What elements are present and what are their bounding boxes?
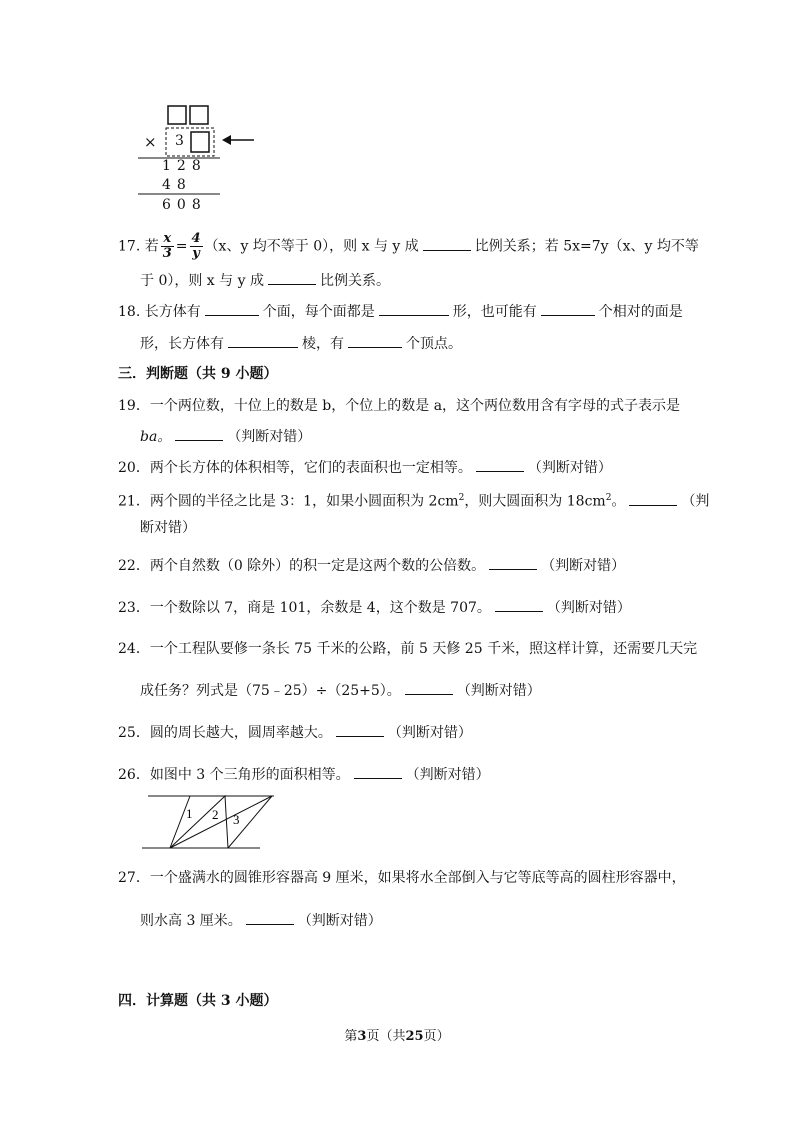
page-footer: 第3页（共25页） bbox=[344, 1029, 450, 1044]
question-27-line-2: 则水高 3 厘米。 （判断对错） bbox=[140, 910, 382, 931]
q27-blank[interactable] bbox=[246, 910, 294, 925]
q17-text-c: 于 0），则 x 与 y 成 bbox=[140, 273, 264, 289]
triangle-3 bbox=[170, 796, 272, 848]
q23-blank[interactable] bbox=[495, 597, 543, 612]
question-26: 26．如图中 3 个三角形的面积相等。 （判断对错） bbox=[118, 764, 490, 785]
triangles-figure bbox=[140, 790, 280, 855]
q17-blank-1[interactable] bbox=[423, 236, 471, 251]
triangle-label-1: 1 bbox=[186, 806, 193, 821]
partial-product-2: 48 bbox=[162, 177, 192, 193]
section-3-heading: 三．判断题（共 9 小题） bbox=[118, 366, 278, 382]
q18-blank-3[interactable] bbox=[541, 301, 595, 316]
q18-blank-4[interactable] bbox=[228, 333, 298, 348]
q26-blank[interactable] bbox=[354, 764, 402, 779]
question-25: 25．圆的周长越大，圆周率越大。 （判断对错） bbox=[118, 722, 472, 743]
question-22: 22．两个自然数（0 除外）的积一定是这两个数的公倍数。 （判断对错） bbox=[118, 555, 625, 576]
answer-box-1 bbox=[168, 106, 186, 124]
question-19-line-2: ba。 （判断对错） bbox=[140, 426, 311, 447]
q25-blank[interactable] bbox=[336, 722, 384, 737]
times-sign: × bbox=[144, 133, 157, 151]
q22-blank[interactable] bbox=[489, 555, 537, 570]
q18-blank-2[interactable] bbox=[379, 301, 449, 316]
q17-eq: = bbox=[175, 238, 188, 255]
question-23: 23．一个数除以 7，商是 101，余数是 4，这个数是 707。 （判断对错） bbox=[118, 597, 631, 618]
q24-blank[interactable] bbox=[405, 680, 453, 695]
answer-box-3 bbox=[191, 132, 209, 152]
q18-blank-1[interactable] bbox=[205, 301, 259, 316]
question-17-line-2 bbox=[140, 270, 390, 291]
current-page: 3 bbox=[357, 1029, 367, 1044]
product-result: 608 bbox=[162, 197, 207, 213]
q20-blank[interactable] bbox=[476, 457, 524, 472]
multiplier-digit: 3 bbox=[175, 133, 184, 149]
arrow-left-icon bbox=[222, 135, 254, 145]
q18-blank-5[interactable] bbox=[348, 333, 402, 348]
question-20: 20．两个长方体的体积相等，它们的表面积也一定相等。 （判断对错） bbox=[118, 457, 612, 478]
question-27-line-1: 27．一个盛满水的圆锥形容器高 9 厘米，如果将水全部倒入与它等底等高的圆柱形容器中， bbox=[118, 870, 686, 886]
q17-blank-2[interactable] bbox=[268, 270, 316, 285]
question-19-line-1: 19．一个两位数，十位上的数是 b，个位上的数是 a，这个两位数用含有字母的式子表示是 bbox=[118, 398, 681, 414]
partial-product-1: 128 bbox=[162, 158, 207, 174]
total-pages: 25 bbox=[405, 1029, 424, 1044]
q19-blank[interactable] bbox=[175, 426, 223, 441]
triangle-label-2: 2 bbox=[212, 807, 219, 822]
question-17-line-1 bbox=[118, 232, 699, 261]
q21-blank[interactable] bbox=[629, 491, 677, 506]
triangle-label-3: 3 bbox=[233, 812, 240, 827]
triangle-2 bbox=[170, 796, 228, 848]
question-24-line-1: 24．一个工程队要修一条长 75 千米的公路，前 5 天修 25 千米，照这样计算，还需要几天完 bbox=[118, 641, 698, 657]
q17-number: 17. bbox=[118, 238, 141, 255]
question-21-line-1: 21．两个圆的半径之比是 3：1，如果小圆面积为 $2cm^2$，则大圆面积为 $18cm^2$。 （判 bbox=[118, 488, 709, 512]
question-18-line-1: 18. 长方体有 个面，每个面都是 形，也可能有 个相对的面是 bbox=[118, 301, 683, 322]
question-24-line-2: 成任务？列式是（75﹣25）÷（25+5）。 （判断对错） bbox=[140, 680, 541, 701]
q17-fraction-1: $\frac{x}{3}$ bbox=[162, 231, 172, 261]
question-21-line-2: 断对错） bbox=[140, 520, 196, 536]
q17-fraction-2: $\frac{4}{y}$ bbox=[191, 231, 201, 261]
q18-number: 18. bbox=[118, 304, 141, 320]
q17-text-a: （x、y 均不等于 0），则 x 与 y 成 bbox=[204, 238, 419, 255]
q17-pre: 若 bbox=[144, 238, 159, 255]
section-4-heading: 四．计算题（共 3 小题） bbox=[118, 993, 278, 1009]
answer-box-2 bbox=[190, 106, 208, 124]
question-18-line-2: 形，长方体有 棱，有 个顶点。 bbox=[140, 333, 462, 354]
q17-text-b: 比例关系；若 5x=7y（x、y 均不等 bbox=[474, 238, 699, 255]
q17-text-d: 比例关系。 bbox=[319, 273, 390, 289]
